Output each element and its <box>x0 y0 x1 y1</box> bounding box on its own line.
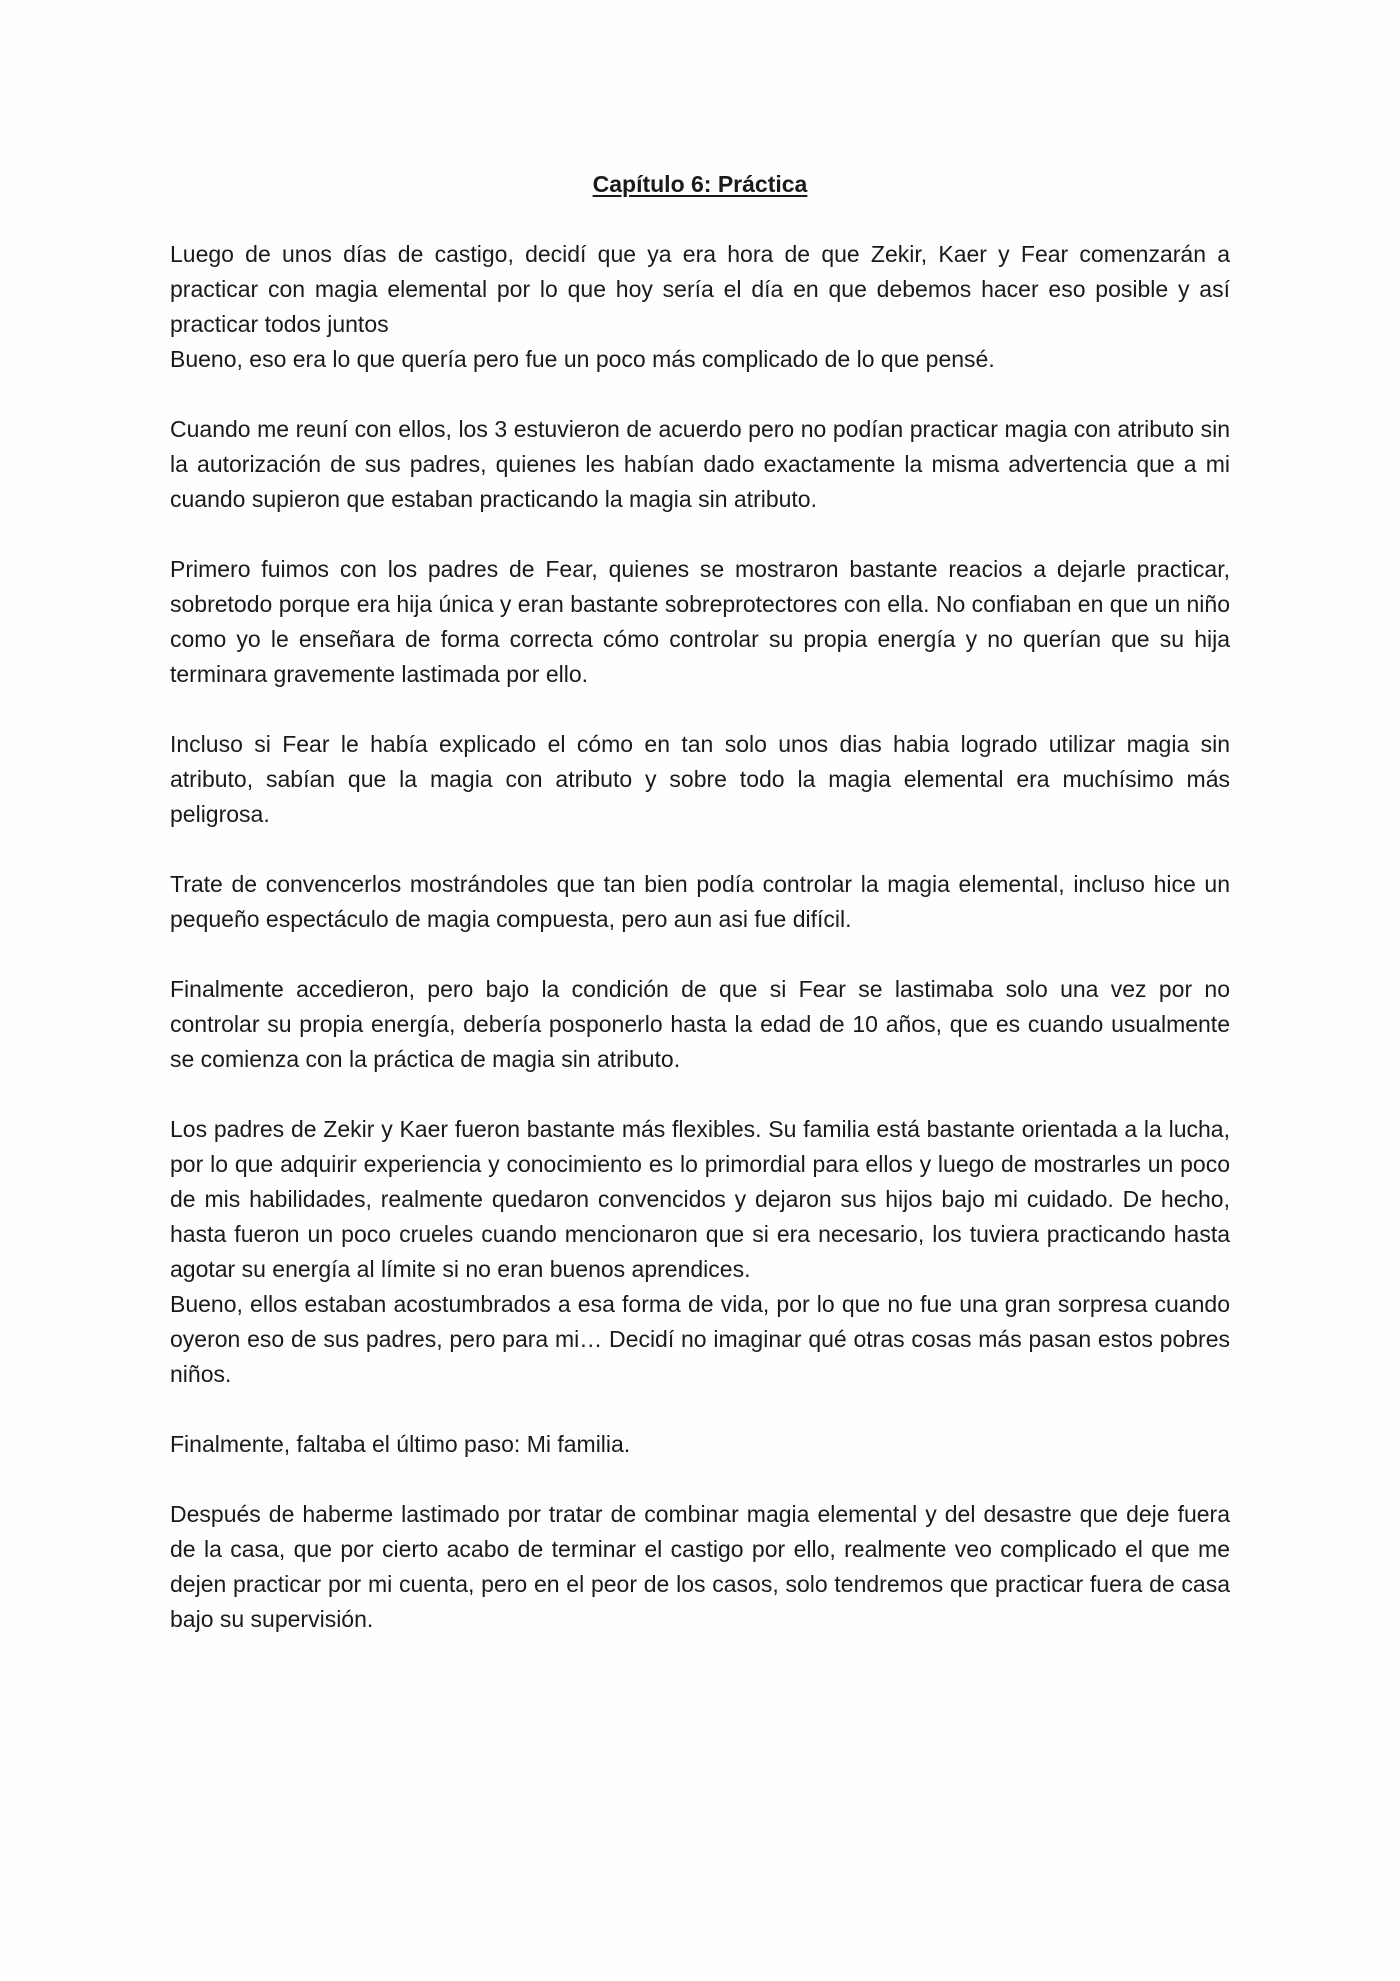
paragraph-1: Luego de unos días de castigo, decidí que ya era hora de que Zekir, Kaer y Fear comenzarán a practicar con magia elemental por lo que hoy sería el día en que debemos hacer eso posible y así practicar todos juntos <box>170 241 1230 337</box>
paragraph-3: Cuando me reuní con ellos, los 3 estuvieron de acuerdo pero no podían practicar magia con atributo sin la autorización de sus padres, quienes les habían dado exactamente la misma advertencia que a mi cuando supieron que estaban practicando la magia sin atributo. <box>170 416 1230 512</box>
paragraph-7: Finalmente accedieron, pero bajo la condición de que si Fear se lastimaba solo una vez por no controlar su propia energía, debería posponerlo hasta la edad de 10 años, que es cuando usualmente se comienza con la práctica de magia sin atributo. <box>170 976 1230 1072</box>
paragraph-4: Primero fuimos con los padres de Fear, quienes se mostraron bastante reacios a dejarle practicar, sobretodo porque era hija única y eran bastante sobreprotectores con ella. No confiaban en que un niño como yo le enseñara de forma correcta cómo controlar su propia energía y no querían que su hija terminara gravemente lastimada por ello. <box>170 556 1230 687</box>
paragraph-11: Después de haberme lastimado por tratar de combinar magia elemental y del desastre que deje fuera de la casa, que por cierto acabo de terminar el castigo por ello, realmente veo complicado el que me dejen practicar por mi cuenta, pero en el peor de los casos, solo tendremos que practicar fuera de casa bajo su supervisión. <box>170 1501 1230 1632</box>
paragraph-9: Bueno, ellos estaban acostumbrados a esa forma de vida, por lo que no fue una gran sorpresa cuando oyeron eso de sus padres, pero para mi… Decidí no imaginar qué otras cosas más pasan estos pobres niños. <box>170 1291 1230 1387</box>
paragraph-5: Incluso si Fear le había explicado el cómo en tan solo unos dias habia logrado utilizar magia sin atributo, sabían que la magia con atributo y sobre todo la magia elemental era muchísimo más peligrosa. <box>170 731 1230 827</box>
paragraph-2: Bueno, eso era lo que quería pero fue un poco más complicado de lo que pensé. <box>170 346 995 372</box>
chapter-title: Capítulo 6: Práctica <box>592 171 808 197</box>
paragraph-10: Finalmente, faltaba el último paso: Mi familia. <box>170 1431 631 1457</box>
document-body <box>170 167 1230 1672</box>
paragraph-6: Trate de convencerlos mostrándoles que tan bien podía controlar la magia elemental, incluso hice un pequeño espectáculo de magia compuesta, pero aun asi fue difícil. <box>170 871 1230 932</box>
paragraph-8: Los padres de Zekir y Kaer fueron bastante más flexibles. Su familia está bastante orientada a la lucha, por lo que adquirir experiencia y conocimiento es lo primordial para ellos y luego de mostrarles un poco de mis habilidades, realmente quedaron convencidos y dejaron sus hijos bajo mi cuidado. De hecho, hasta fueron un poco crueles cuando mencionaron que si era necesario, los tuviera practicando hasta agotar su energía al límite si no eran buenos aprendices. <box>170 1116 1230 1282</box>
